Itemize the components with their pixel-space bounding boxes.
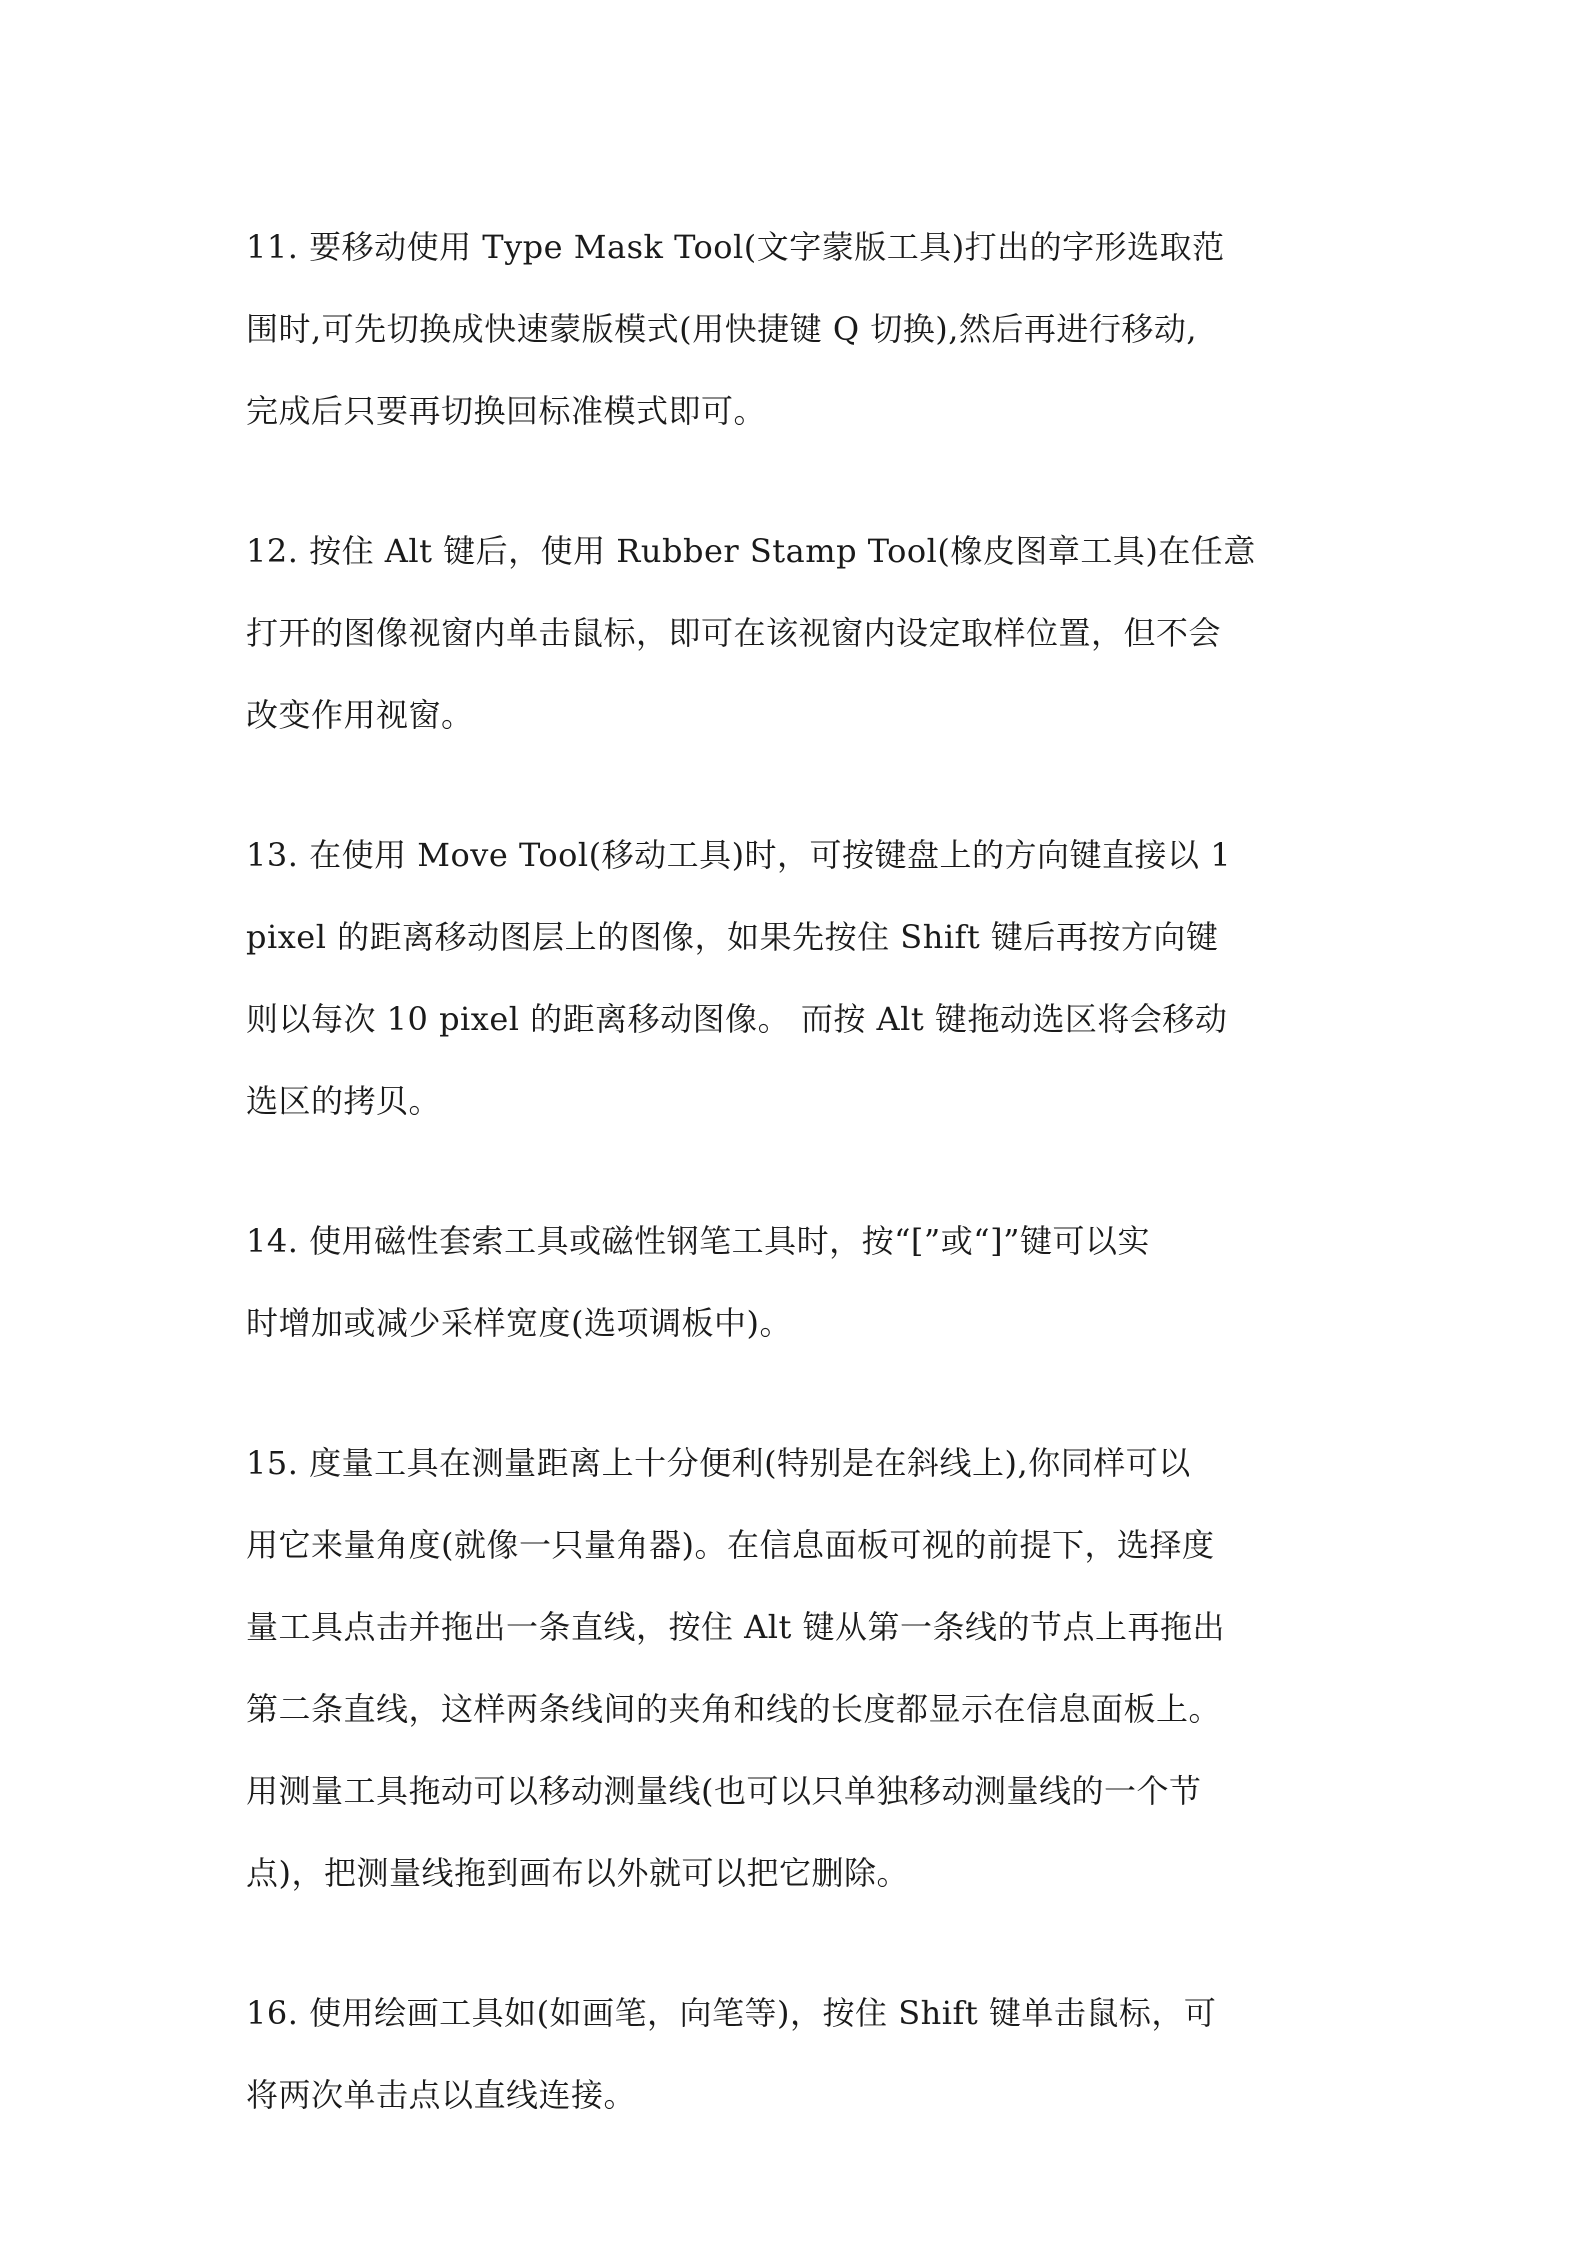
tip-13-paragraph	[246, 814, 1356, 1142]
tip-11-line-2: 围时,可先切换成快速蒙版模式(用快捷键 Q 切换),然后再进行移动,	[246, 310, 1198, 348]
tip-15-line-1: 15. 度量工具在测量距离上十分便利(特别是在斜线上),你同样可以	[246, 1444, 1191, 1482]
tip-12-line-1: 12. 按住 Alt 键后，使用 Rubber Stamp Tool(橡皮图章工具)在任意	[246, 532, 1256, 570]
tip-15-line-5: 用测量工具拖动可以移动测量线(也可以只单独移动测量线的一个节	[246, 1772, 1202, 1810]
tip-11-line-1: 11. 要移动使用 Type Mask Tool(文字蒙版工具)打出的字形选取范	[246, 228, 1225, 266]
tip-13-line-4: 选区的拷贝。	[246, 1082, 442, 1120]
tip-16-paragraph	[246, 1972, 1356, 2136]
tip-15-line-4: 第二条直线，这样两条线间的夹角和线的长度都显示在信息面板上。	[246, 1690, 1222, 1728]
tip-16-line-2: 将两次单击点以直线连接。	[246, 2076, 637, 2114]
tip-14-line-2: 时增加或减少采样宽度(选项调板中)。	[246, 1304, 792, 1342]
tip-13-line-2: pixel 的距离移动图层上的图像，如果先按住 Shift 键后再按方向键	[246, 918, 1219, 956]
tip-11-paragraph	[246, 206, 1356, 452]
tip-14-line-1: 14. 使用磁性套索工具或磁性钢笔工具时，按“[”或“]”键可以实	[246, 1222, 1150, 1260]
tip-12-paragraph	[246, 510, 1356, 756]
document-body	[246, 206, 1356, 2136]
tip-15-line-2: 用它来量角度(就像一只量角器)。在信息面板可视的前提下，选择度	[246, 1526, 1215, 1564]
tip-11-line-3: 完成后只要再切换回标准模式即可。	[246, 392, 767, 430]
tip-13-line-1: 13. 在使用 Move Tool(移动工具)时，可按键盘上的方向键直接以 1	[246, 836, 1232, 874]
tip-16-line-1: 16. 使用绘画工具如(如画笔，向笔等)，按住 Shift 键单击鼠标，可	[246, 1994, 1217, 2032]
tip-15-line-6: 点)，把测量线拖到画布以外就可以把它删除。	[246, 1854, 909, 1892]
tip-14-paragraph	[246, 1200, 1356, 1364]
tip-15-line-3: 量工具点击并拖出一条直线，按住 Alt 键从第一条线的节点上再拖出	[246, 1608, 1226, 1646]
tip-12-line-3: 改变作用视窗。	[246, 696, 474, 734]
tip-13-line-3: 则以每次 10 pixel 的距离移动图像。 而按 Alt 键拖动选区将会移动	[246, 1000, 1228, 1038]
tip-15-paragraph	[246, 1422, 1356, 1914]
tip-12-line-2: 打开的图像视窗内单击鼠标，即可在该视窗内设定取样位置，但不会	[246, 614, 1222, 652]
